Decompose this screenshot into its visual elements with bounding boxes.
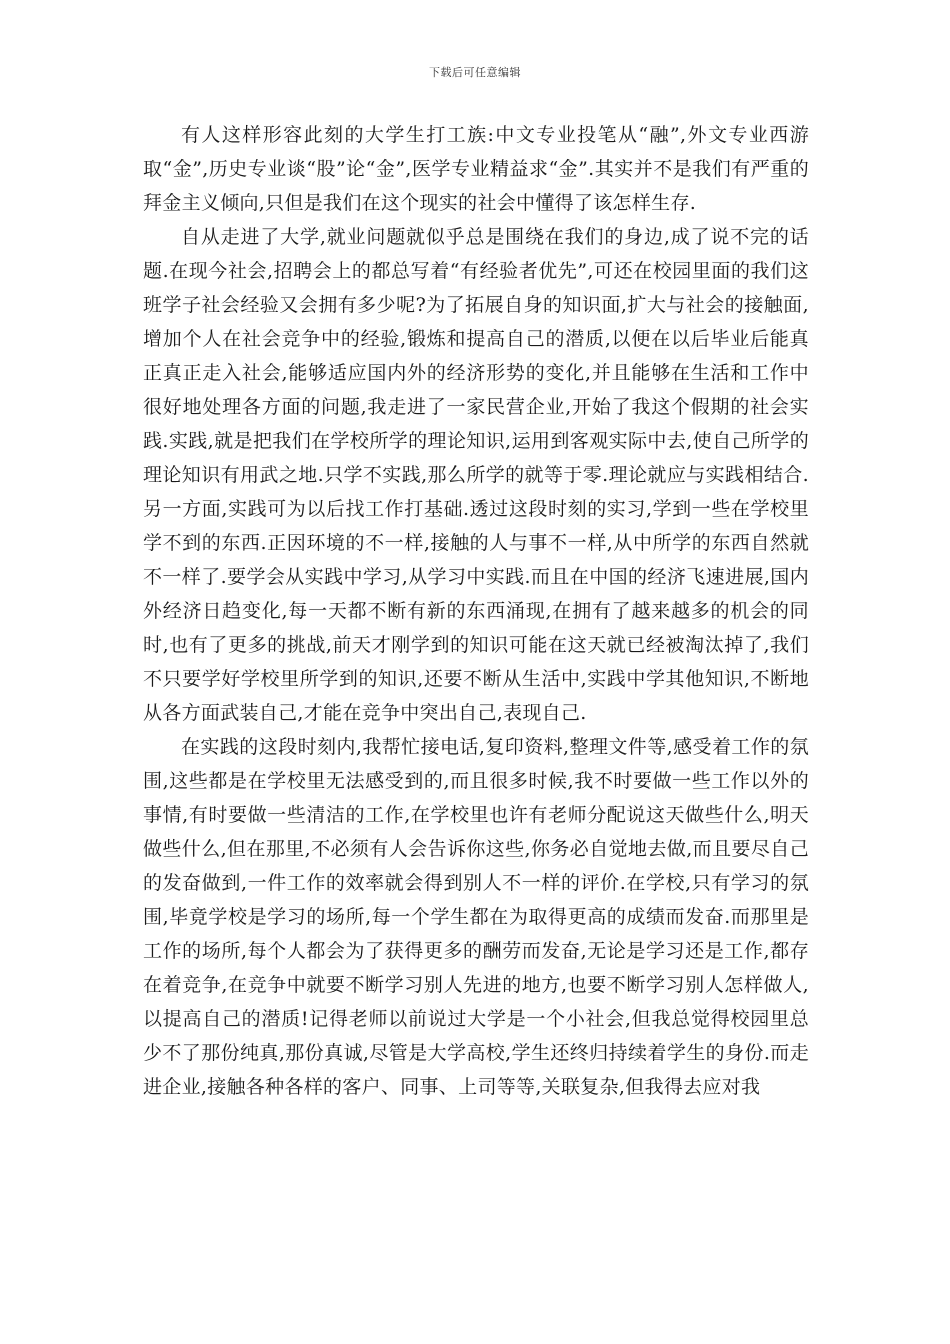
paragraph-1: 有人这样形容此刻的大学生打工族:中文专业投笔从“融”,外文专业西游取“金”,历史专业谈“股”论“金”,医学专业精益求“金”.其实并不是我们有严重的拜金主义倾向,只但是我们在这个现实的社会中懂得了该怎样生存. <box>143 124 809 214</box>
paragraph-3: 在实践的这段时刻内,我帮忙接电话,复印资料,整理文件等,感受着工作的氛围,这些都是在学校里无法感受到的,而且很多时候,我不时要做一些工作以外的事情,有时要做一些清洁的工作,在学校里也许有老师分配说这天做些什么,明天做些什么,但在那里,不必须有人会告诉你这些,你务必自觉地去做,而且要尽自己的发奋做到,一件工作的效率就会得到别人不一样的评价.在学校,只有学习的氛围,毕竟学校是学习的场所,每一个学生都在为取得更高的成绩而发奋.而那里是工作的场所,每个人都会为了获得更多的酬劳而发奋,无论是学习还是工作,都存在着竞争,在竞争中就要不断学习别人先进的地方,也要不断学习别人怎样做人,以提高自己的潜质!记得老师以前说过大学是一个小社会,但我总觉得校园里总少不了那份纯真,那份真诚,尽管是大学高校,学生还终归持续着学生的身份.而走进企业,接触各种各样的客户、同事、上司等等,关联复杂,但我得去应对我 <box>143 736 809 1098</box>
page-header: 下载后可任意编辑 <box>429 66 521 79</box>
paragraph-2: 自从走进了大学,就业问题就似乎总是围绕在我们的身边,成了说不完的话题.在现今社会,招聘会上的都总写着“有经验者优先”,可还在校园里面的我们这班学子社会经验又会拥有多少呢?为了拓展自身的知识面,扩大与社会的接触面,增加个人在社会竞争中的经验,锻炼和提高自己的潜质,以便在以后毕业后能真正真正走入社会,能够适应国内外的经济形势的变化,并且能够在生活和工作中很好地处理各方面的问题,我走进了一家民营企业,开始了我这个假期的社会实践.实践,就是把我们在学校所学的理论知识,运用到客观实际中去,使自己所学的理论知识有用武之地.只学不实践,那么所学的就等于零.理论就应与实践相结合.另一方面,实践可为以后找工作打基础.透过这段时刻的实习,学到一些在学校里学不到的东西.正因环境的不一样,接触的人与事不一样,从中所学的东西自然就不一样了.要学会从实践中学习,从学习中实践.而且在中国的经济飞速进展,国内外经济日趋变化,每一天都不断有新的东西涌现,在拥有了越来越多的机会的同时,也有了更多的挑战,前天才刚学到的知识可能在这天就已经被淘汰掉了,我们不只要学好学校里所学到的知识,还要不断从生活中,实践中学其他知识,不断地从各方面武装自己,才能在竞争中突出自己,表现自己. <box>143 226 809 724</box>
document-body <box>143 118 809 1104</box>
